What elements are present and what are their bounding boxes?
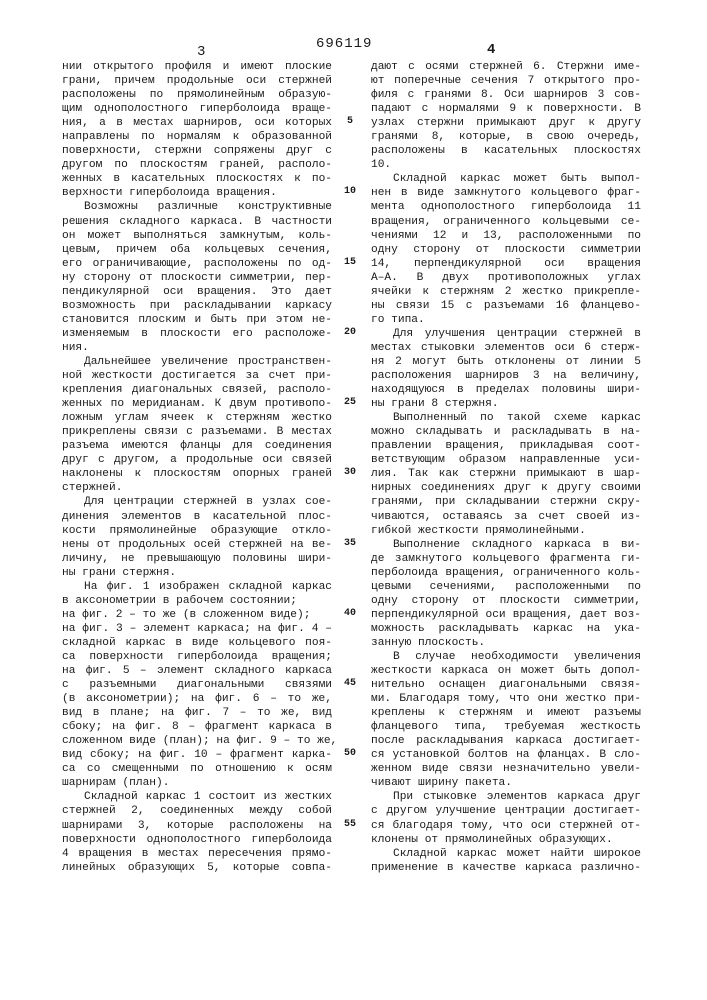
- text-line: 14, перпендикулярной оси вращения: [371, 257, 641, 271]
- text-line: ми. Благодаря тому, что они жестко при-: [371, 692, 641, 706]
- text-line: креплены к стержням и имеют разъемы: [371, 706, 641, 720]
- text-line: он может выполняться замкнутым, коль-: [62, 229, 332, 243]
- text-line: поверхности, стержни сопряжены друг с: [62, 144, 332, 158]
- page-number-right: 4: [487, 42, 495, 58]
- text-line: женном виде связи незначительно увели-: [371, 762, 641, 776]
- text-line: го типа.: [371, 313, 641, 327]
- text-line: нены от продольных осей стержней на ве-: [62, 538, 332, 552]
- text-line: занную плоскость.: [371, 636, 641, 650]
- text-line: с другом улучшение центрации достигает-: [371, 804, 641, 818]
- text-line: с разъемными диагональными связями: [62, 678, 332, 692]
- text-line: стержней 2, соединенных между собой: [62, 804, 332, 818]
- text-line: де замкнутого кольцевого фрагмента ги-: [371, 552, 641, 566]
- text-line: Выполненный по такой схеме каркас: [371, 411, 641, 425]
- text-line: са со смещенными по отношению к осям: [62, 762, 332, 776]
- text-line: кости прямолинейные образующие откло-: [62, 524, 332, 538]
- text-line: применение в качестве каркаса различно-: [371, 861, 641, 875]
- text-line: перболоида вращения, ограниченного коль-: [371, 566, 641, 580]
- text-line: чениями 12 и 13, расположенными по: [371, 229, 641, 243]
- text-line: лия. Так как стержни примыкают в шар-: [371, 467, 641, 481]
- text-line: А–А. В двух противоположных углах: [371, 271, 641, 285]
- text-line: сложенном виде (план); на фиг. 9 – то же,: [62, 734, 332, 748]
- text-line: решения складного каркаса. В частности: [62, 215, 332, 229]
- text-line: находящуюся в пределах половины шири-: [371, 383, 641, 397]
- text-line: другом по плоскостям граней, располо-: [62, 158, 332, 172]
- text-line: на фиг. 2 – то же (в сложенном виде);: [62, 608, 332, 622]
- text-line: на фиг. 5 – элемент складного каркаса: [62, 664, 332, 678]
- text-line: гранями 8, которые, в свою очередь,: [371, 130, 641, 144]
- text-line: нирных соединениях друг к другу своими: [371, 481, 641, 495]
- text-line: крепления диагональных связей, располо-: [62, 383, 332, 397]
- line-number: 35: [340, 538, 360, 549]
- line-number: 25: [340, 397, 360, 408]
- text-line: 10.: [371, 158, 641, 172]
- text-line: разъема имеются фланцы для соединения: [62, 439, 332, 453]
- text-line: возможность при раскладывании каркасу: [62, 299, 332, 313]
- text-line: жесткости каркаса он может быть допол-: [371, 664, 641, 678]
- text-line: расположения шарниров 3 на величину,: [371, 369, 641, 383]
- line-number: 20: [340, 327, 360, 338]
- text-line: в аксонометрии в рабочем состоянии;: [62, 594, 332, 608]
- line-number: 40: [340, 608, 360, 619]
- text-line: становится плоским и быть при этом не-: [62, 313, 332, 327]
- text-line: шарнирам (план).: [62, 776, 332, 790]
- text-line: ют поперечные сечения 7 открытого про-: [371, 74, 641, 88]
- text-line: нен в виде замкнутого кольцевого фраг-: [371, 186, 641, 200]
- text-line: ну сторону от плоскости симметрии, пер-: [62, 271, 332, 285]
- text-line: изменяемым в плоскости его расположе-: [62, 327, 332, 341]
- text-line: дают с осями стержней 6. Стержни име-: [371, 60, 641, 74]
- text-line: В случае необходимости увеличения: [371, 650, 641, 664]
- text-line: ны связи 15 с разъемами 16 фланцево-: [371, 299, 641, 313]
- text-line: Возможны различные конструктивные: [62, 200, 332, 214]
- text-line: 4 вращения в местах пересечения прямо-: [62, 847, 332, 861]
- text-line: ня 2 могут быть отклонены от линии 5: [371, 355, 641, 369]
- text-line: женных по меридианам. К двум противопо-: [62, 397, 332, 411]
- text-line: гранями, при складывании стержни скру-: [371, 495, 641, 509]
- line-number: 10: [340, 186, 360, 197]
- line-number: 45: [340, 678, 360, 689]
- text-line: ны грани 8 стержня.: [371, 397, 641, 411]
- text-line: верхности гиперболоида вращения.: [62, 186, 332, 200]
- text-line: нительно оснащен диагональными связя-: [371, 678, 641, 692]
- text-line: На фиг. 1 изображен складной каркас: [62, 580, 332, 594]
- line-number: 15: [340, 257, 360, 268]
- text-line: ся установкой болтов на фланцах. В сло-: [371, 748, 641, 762]
- text-line: чивают ширину пакета.: [371, 776, 641, 790]
- text-line: Выполнение складного каркаса в ви-: [371, 538, 641, 552]
- text-line: его ограничивающие, расположены по од-: [62, 257, 332, 271]
- text-line: гибкой жесткости прямолинейными.: [371, 524, 641, 538]
- text-line: При стыковке элементов каркаса друг: [371, 790, 641, 804]
- line-number: 30: [340, 467, 360, 478]
- patent-number: 696119: [316, 36, 372, 52]
- text-line: шарнирами 3, которые расположены на: [62, 819, 332, 833]
- text-line: расположены по прямолинейным образую-: [62, 88, 332, 102]
- text-line: наклонены к плоскостям опорных граней: [62, 467, 332, 481]
- text-line: филя с гранями 8. Оси шарниров 3 сов-: [371, 88, 641, 102]
- text-line: вид в плане; на фиг. 7 – то же, вид: [62, 706, 332, 720]
- line-number: 55: [340, 819, 360, 830]
- text-line: направлены по нормалям к образованной: [62, 130, 332, 144]
- text-line: (в аксонометрии); на фиг. 6 – то же,: [62, 692, 332, 706]
- text-line: цевым, причем оба кольцевых сечения,: [62, 243, 332, 257]
- text-line: динения элементов в касательной плос-: [62, 510, 332, 524]
- text-line: клонены от прямолинейных образующих.: [371, 833, 641, 847]
- text-line: женных в касательных плоскостях к по-: [62, 172, 332, 186]
- text-line: одну сторону от плоскости симметрии: [371, 243, 641, 257]
- text-line: местах стыковки элементов оси 6 стерж-: [371, 341, 641, 355]
- text-line: можность раскладывать каркас на ука-: [371, 622, 641, 636]
- text-line: пендикулярной оси вращения. Это дает: [62, 285, 332, 299]
- text-line: одну сторону от плоскости симметрии,: [371, 594, 641, 608]
- text-line: узлах стержни примыкают друг к другу: [371, 116, 641, 130]
- text-line: ветствующим образом направленные уси-: [371, 453, 641, 467]
- text-line: Складной каркас может быть выпол-: [371, 172, 641, 186]
- text-line: на фиг. 3 – элемент каркаса; на фиг. 4 –: [62, 622, 332, 636]
- text-line: ния, а в местах шарниров, оси которых: [62, 116, 332, 130]
- text-line: перпендикулярной оси вращения, дает воз-: [371, 608, 641, 622]
- text-line: вид сбоку; на фиг. 10 – фрагмент карка-: [62, 748, 332, 762]
- text-line: ложным углам ячеек к стержням жестко: [62, 411, 332, 425]
- text-line: ячейки к стержням 2 жестко прикрепле-: [371, 285, 641, 299]
- right-text-column: [371, 60, 641, 875]
- line-number: 50: [340, 748, 360, 759]
- text-line: щим однополостного гиперболоида враще-: [62, 102, 332, 116]
- text-line: ся благодаря тому, что оси стержней от-: [371, 819, 641, 833]
- text-line: нии открытого профиля и имеют плоские: [62, 60, 332, 74]
- text-line: вращения, ограниченного кольцевыми се-: [371, 215, 641, 229]
- text-line: Складной каркас может найти широкое: [371, 847, 641, 861]
- text-line: ной жесткости достигается за счет при-: [62, 369, 332, 383]
- text-line: Складной каркас 1 состоит из жестких: [62, 790, 332, 804]
- text-line: Дальнейшее увеличение пространствен-: [62, 355, 332, 369]
- text-line: ны грани стержня.: [62, 566, 332, 580]
- text-line: цевыми сечениями, расположенными по: [371, 580, 641, 594]
- text-line: грани, причем продольные оси стержней: [62, 74, 332, 88]
- text-line: чиваются, оставаясь за счет своей из-: [371, 510, 641, 524]
- text-line: личину, не превышающую половины шири-: [62, 552, 332, 566]
- text-line: ния.: [62, 341, 332, 355]
- text-line: правлении вращения, прикладывая соот-: [371, 439, 641, 453]
- text-line: сбоку; на фиг. 8 – фрагмент каркаса в: [62, 720, 332, 734]
- text-line: падают с нормалями 9 к поверхности. В: [371, 102, 641, 116]
- text-line: Для центрации стержней в узлах сое-: [62, 495, 332, 509]
- text-line: Для улучшения центрации стержней в: [371, 327, 641, 341]
- line-number: 5: [340, 116, 360, 127]
- text-line: можно складывать и раскладывать в на-: [371, 425, 641, 439]
- text-line: прикреплены связи с разъемами. В местах: [62, 425, 332, 439]
- left-text-column: [62, 60, 332, 875]
- text-line: после раскладывания каркаса достигает-: [371, 734, 641, 748]
- text-line: складной каркас в виде кольцевого поя-: [62, 636, 332, 650]
- text-line: поверхности однополостного гиперболоида: [62, 833, 332, 847]
- page-number-left: 3: [197, 44, 205, 60]
- text-line: друг с другом, а продольные оси связей: [62, 453, 332, 467]
- text-line: фланцевого типа, требуемая жесткость: [371, 720, 641, 734]
- text-line: мента однополостного гиперболоида 11: [371, 200, 641, 214]
- text-line: расположены в касательных плоскостях: [371, 144, 641, 158]
- text-line: са поверхности гиперболоида вращения;: [62, 650, 332, 664]
- text-line: линейных образующих 5, которые совпа-: [62, 861, 332, 875]
- text-line: стержней.: [62, 481, 332, 495]
